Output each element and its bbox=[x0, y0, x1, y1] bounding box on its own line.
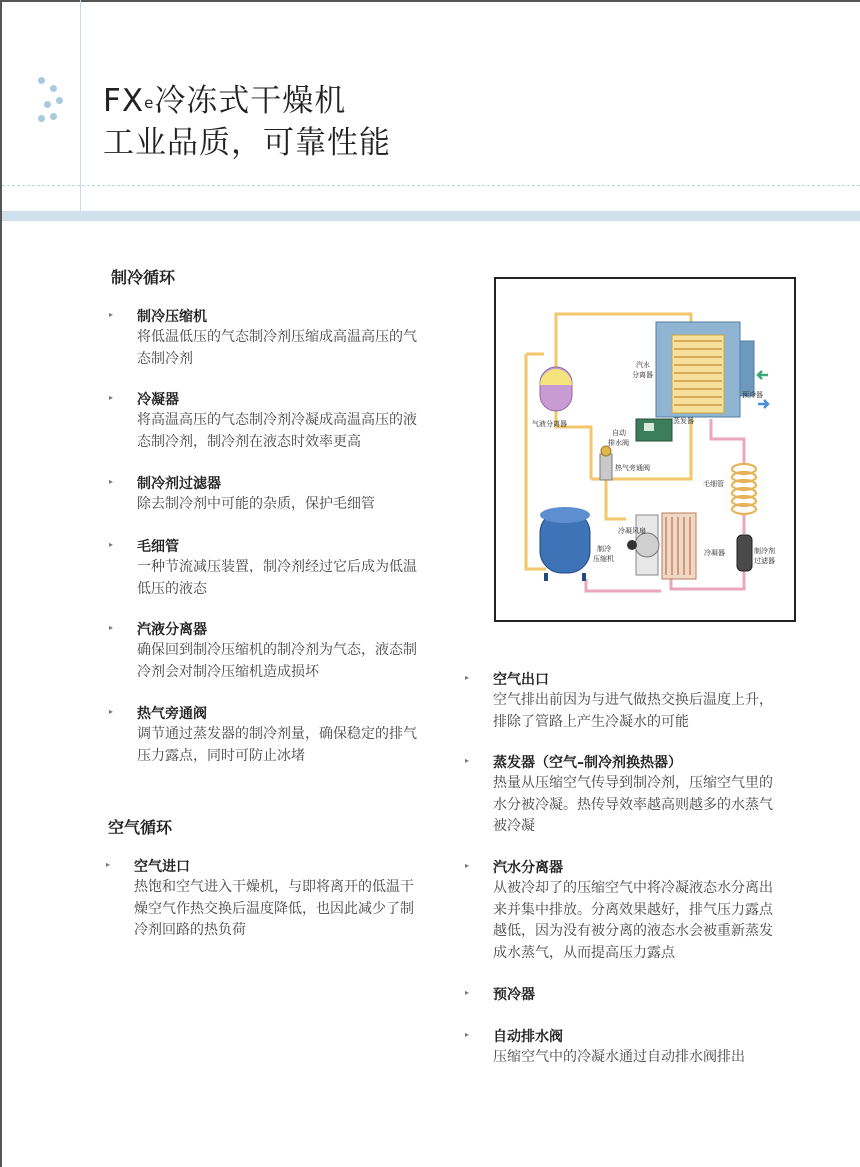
bullet-icon: ▸ bbox=[465, 756, 470, 765]
list-item: ▸ 热气旁通阀 调节通过蒸发器的制冷剂量，确保稳定的排气 压力露点，同时可防止冰堵 bbox=[137, 704, 437, 767]
label-separator-water: 分离器 bbox=[632, 371, 653, 379]
air-inlet-arrow-icon bbox=[758, 371, 768, 379]
precooler-side bbox=[740, 341, 754, 396]
air-outlet-arrow-icon bbox=[758, 400, 768, 408]
label-condenser-fan: 冷凝风扇 bbox=[618, 527, 646, 535]
condenser-fan-icon bbox=[635, 533, 659, 557]
hot-gas-bypass-valve bbox=[600, 454, 612, 480]
item-description: 调节通过蒸发器的制冷剂量，确保稳定的排气 压力露点，同时可防止冰堵 bbox=[137, 726, 417, 764]
fan-motor bbox=[627, 540, 637, 550]
item-description: 将高温高压的气态制冷剂冷凝成高温高压的液 态制冷剂，制冷剂在液态时效率更高 bbox=[137, 412, 417, 450]
bullet-icon: ▸ bbox=[109, 623, 114, 632]
label-precooler: 预冷器 bbox=[742, 391, 763, 399]
bullet-icon: ▸ bbox=[109, 310, 114, 319]
label-capillary: 毛细管 bbox=[703, 480, 724, 488]
bullet-icon: ▸ bbox=[109, 707, 114, 716]
label-filter: 制冷剂 bbox=[754, 547, 775, 555]
label-condenser: 冷凝器 bbox=[704, 549, 725, 557]
list-item: ▸ 预冷器 bbox=[465, 987, 535, 1003]
list-item: ▸ 冷凝器 将高温高压的气态制冷剂冷凝成高温高压的液 态制冷剂，制冷剂在液态时效率更高 bbox=[137, 390, 437, 453]
label-separator-water: 汽水 bbox=[636, 361, 650, 369]
title-line-1: $FX^e$冷冻式干燥机 bbox=[103, 83, 347, 119]
bullet-icon: ▸ bbox=[465, 988, 470, 997]
label-evaporator: 蒸发器 bbox=[673, 417, 694, 425]
section-heading-air: 空气循环 bbox=[108, 818, 173, 837]
item-description: 空气排出前因为与进气做热交换后温度上升， 排除了管路上产生冷凝水的可能 bbox=[493, 692, 773, 730]
header-divider-vertical bbox=[80, 0, 81, 212]
list-item: ▸ 汽液分离器 确保回到制冷压缩机的制冷剂为气态，液态制 冷剂会对制冷压缩机造成损坏 bbox=[137, 620, 437, 683]
page-title bbox=[103, 80, 391, 164]
bypass-valve-knob bbox=[601, 446, 611, 456]
list-item: ▸ 空气出口 空气排出前因为与进气做热交换后温度上升， 排除了管路上产生冷凝水的可能 bbox=[493, 670, 793, 733]
bullet-icon: ▸ bbox=[106, 860, 111, 869]
list-item: ▸ 制冷剂过滤器 除去制冷剂中可能的杂质，保护毛细管 bbox=[137, 474, 437, 516]
list-item: ▸ 制冷压缩机 将低温低压的气态制冷剂压缩成高温高压的气 态制冷剂 bbox=[137, 307, 437, 370]
bullet-icon: ▸ bbox=[465, 673, 470, 682]
item-description: 热量从压缩空气传导到制冷剂，压缩空气里的 水分被冷凝。热传导效率越高则越多的水蒸气 被冷凝 bbox=[493, 775, 773, 834]
item-description: 确保回到制冷压缩机的制冷剂为气态，液态制 冷剂会对制冷压缩机造成损坏 bbox=[137, 642, 417, 680]
list-item: ▸ 自动排水阀 压缩空气中的冷凝水通过自动排水阀排出 bbox=[493, 1027, 793, 1069]
label-hot-gas-bypass: 热气旁通阀 bbox=[615, 464, 650, 472]
header-band bbox=[2, 211, 860, 221]
bullet-icon: ▸ bbox=[465, 1030, 470, 1039]
bullet-icon: ▸ bbox=[465, 861, 470, 870]
dryer-schematic-diagram bbox=[494, 277, 796, 622]
item-description: 一种节流减压装置，制冷剂经过它后成为低温 低压的液态 bbox=[137, 559, 417, 597]
page-border-top bbox=[0, 0, 860, 2]
page-border-left bbox=[0, 0, 2, 1167]
refrigerant-filter-body bbox=[737, 535, 752, 571]
item-description: 从被冷却了的压缩空气中将冷凝液态水分离出 来并集中排放。分离效果越好，排气压力露点 越低，因为没有被分离的液态水会被重新蒸发 成水蒸气，从而提高压力露点 bbox=[493, 880, 773, 961]
header-dashed-divider bbox=[2, 185, 860, 186]
label-auto-drain: 自动 bbox=[612, 429, 626, 437]
item-description: 除去制冷剂中可能的杂质，保护毛细管 bbox=[137, 496, 375, 512]
label-compressor: 制冷 bbox=[597, 545, 611, 553]
label-compressor: 压缩机 bbox=[593, 555, 614, 563]
label-filter: 过滤器 bbox=[754, 557, 775, 565]
compressor-foot bbox=[582, 573, 586, 581]
list-item: ▸ 毛细管 一种节流减压装置，制冷剂经过它后成为低温 低压的液态 bbox=[137, 537, 437, 600]
bullet-icon: ▸ bbox=[109, 540, 114, 549]
title-line-2: 工业品质，可靠性能 bbox=[103, 125, 391, 161]
list-item: ▸ 空气进口 热饱和空气进入干燥机，与即将离开的低温干 燥空气作热交换后温度降低，也因此减少了制 冷剂回路的热负荷 bbox=[134, 857, 434, 942]
capillary-coil bbox=[732, 464, 756, 514]
decorative-dots-icon bbox=[36, 75, 66, 125]
label-auto-drain: 排水阀 bbox=[608, 439, 629, 447]
item-description: 将低温低压的气态制冷剂压缩成高温高压的气 态制冷剂 bbox=[137, 329, 417, 367]
evaporator-coil bbox=[672, 335, 724, 413]
list-item: ▸ 蒸发器（空气–制冷剂换热器） 热量从压缩空气传导到制冷剂，压缩空气里的 水分被冷凝。热传导效率越高则越多的水蒸气 被冷凝 bbox=[493, 753, 793, 838]
drain-valve-window bbox=[644, 423, 654, 431]
bullet-icon: ▸ bbox=[109, 477, 114, 486]
compressor-foot bbox=[544, 573, 548, 581]
list-item: ▸ 汽水分离器 从被冷却了的压缩空气中将冷凝液态水分离出 来并集中排放。分离效果越好，排气压力露点 越低，因为没有被分离的液态水会被重新蒸发 成水蒸气，从而提高压力露点 bbox=[493, 858, 793, 964]
schematic-svg bbox=[496, 279, 794, 620]
condenser-body bbox=[662, 513, 696, 579]
item-description: 热饱和空气进入干燥机，与即将离开的低温干 燥空气作热交换后温度降低，也因此减少了制 冷剂回路的热负荷 bbox=[134, 879, 414, 938]
compressor-top bbox=[540, 507, 590, 523]
bullet-icon: ▸ bbox=[109, 393, 114, 402]
section-heading-refrigeration: 制冷循环 bbox=[111, 268, 176, 287]
item-description: 压缩空气中的冷凝水通过自动排水阀排出 bbox=[493, 1049, 745, 1065]
label-gas-liquid-separator: 气液分离器 bbox=[532, 420, 567, 428]
